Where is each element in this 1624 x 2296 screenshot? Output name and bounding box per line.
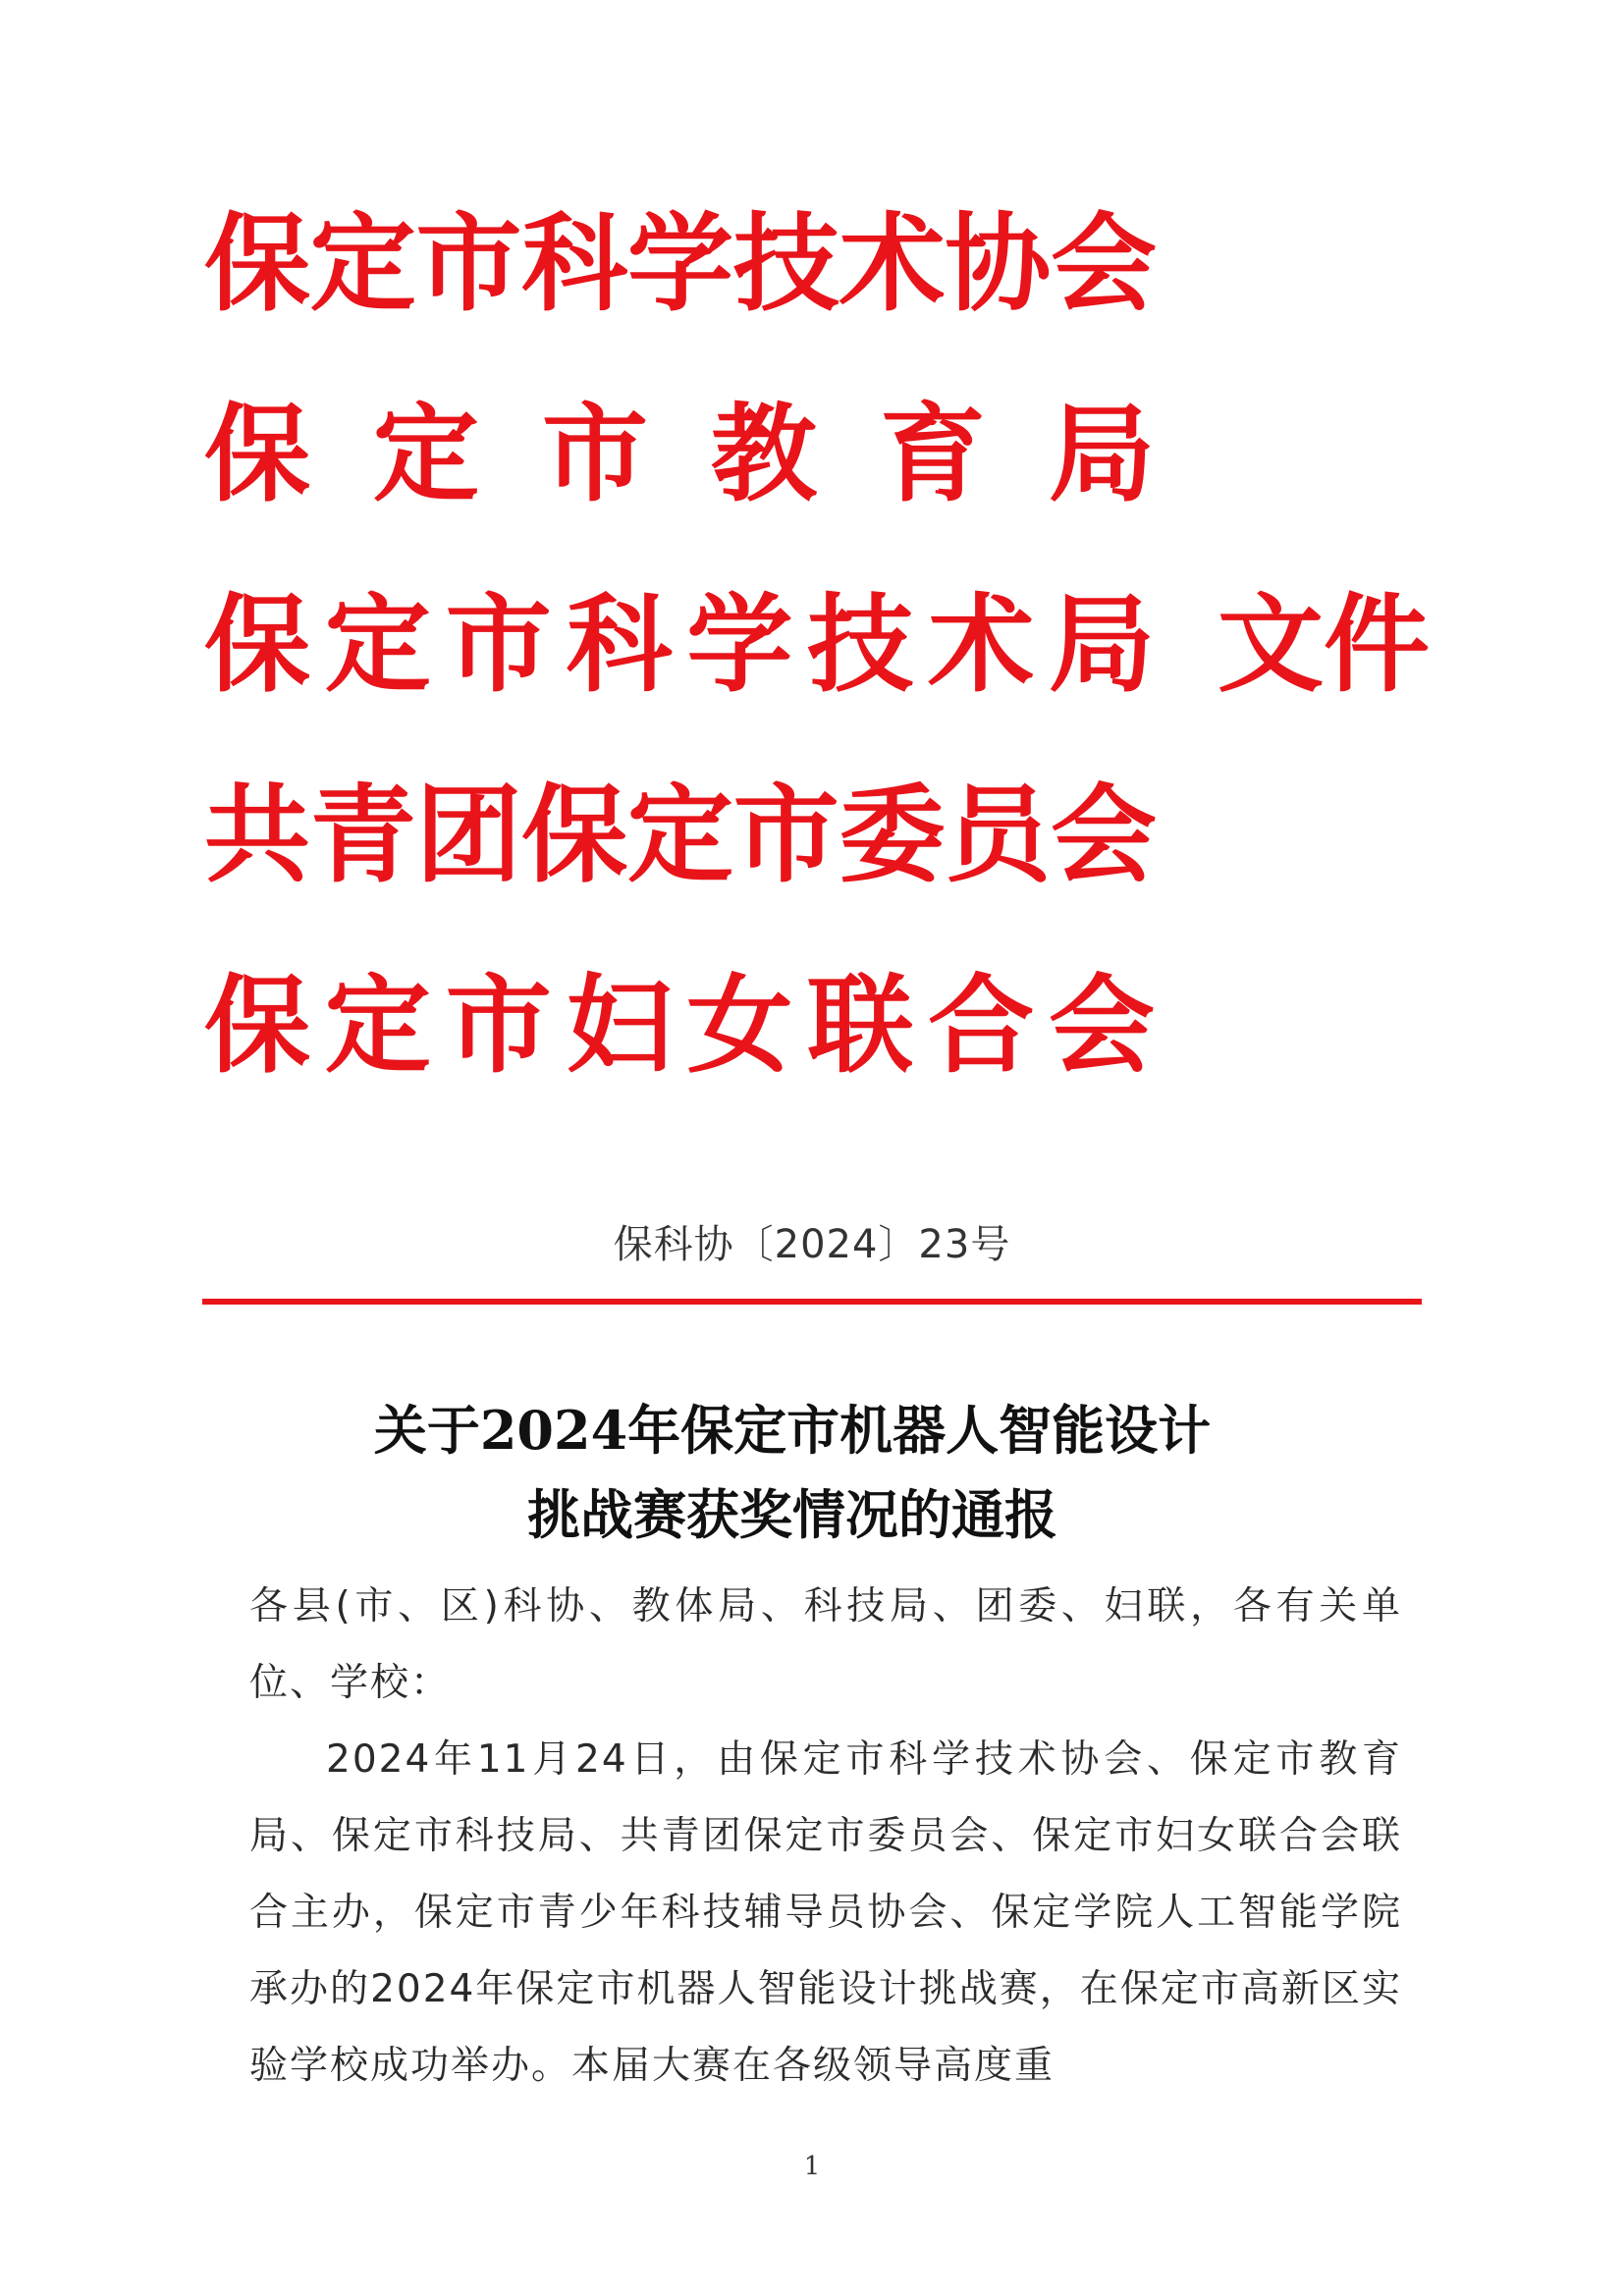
issuer-line (204, 201, 1441, 392)
issuer-name: 保 定 市 教 育 局 (204, 393, 1155, 516)
issuer-name: 保定市科学技术协会 (204, 202, 1155, 326)
issuer-line (204, 963, 1441, 1153)
addressee: 各县(市、区)科协、教体局、科技局、团委、妇联，各有关单位、学校： (249, 1584, 1402, 1705)
title-line: 挑战赛获奖情况的通报 (527, 1483, 1057, 1546)
title-line: 关于2024年保定市机器人智能设计 (373, 1399, 1212, 1462)
issuer-line (204, 773, 1441, 963)
issuer-name: 共青团保定市委员会 (204, 774, 1155, 897)
red-divider (202, 1299, 1422, 1305)
page-number: 1 (803, 2152, 821, 2181)
body-paragraph: 2024年11月24日，由保定市科学技术协会、保定市教育局、保定市科技局、共青团保定市委员会、保定市妇女联合会联合主办，保定市青少年科技辅导员协会、保定学院人工智能学院承办的2024年保定市机器人智能设计挑战赛，在保定市高新区实验学校成功举办。本届大赛在各级领导高度重 (249, 1737, 1402, 2088)
issuer-line (204, 392, 1441, 582)
document-body (249, 1569, 1402, 2105)
document-number: 保科协〔2024〕23号 (613, 1222, 1011, 1267)
issuer-name: 保定市科学技术局 (204, 583, 1155, 707)
issuer-name: 保定市妇女联合会 (204, 964, 1155, 1088)
issuer-line (204, 582, 1441, 773)
document-title (0, 1388, 1624, 1557)
document-type-label: 文件 (1218, 583, 1431, 707)
red-header (204, 201, 1441, 1153)
